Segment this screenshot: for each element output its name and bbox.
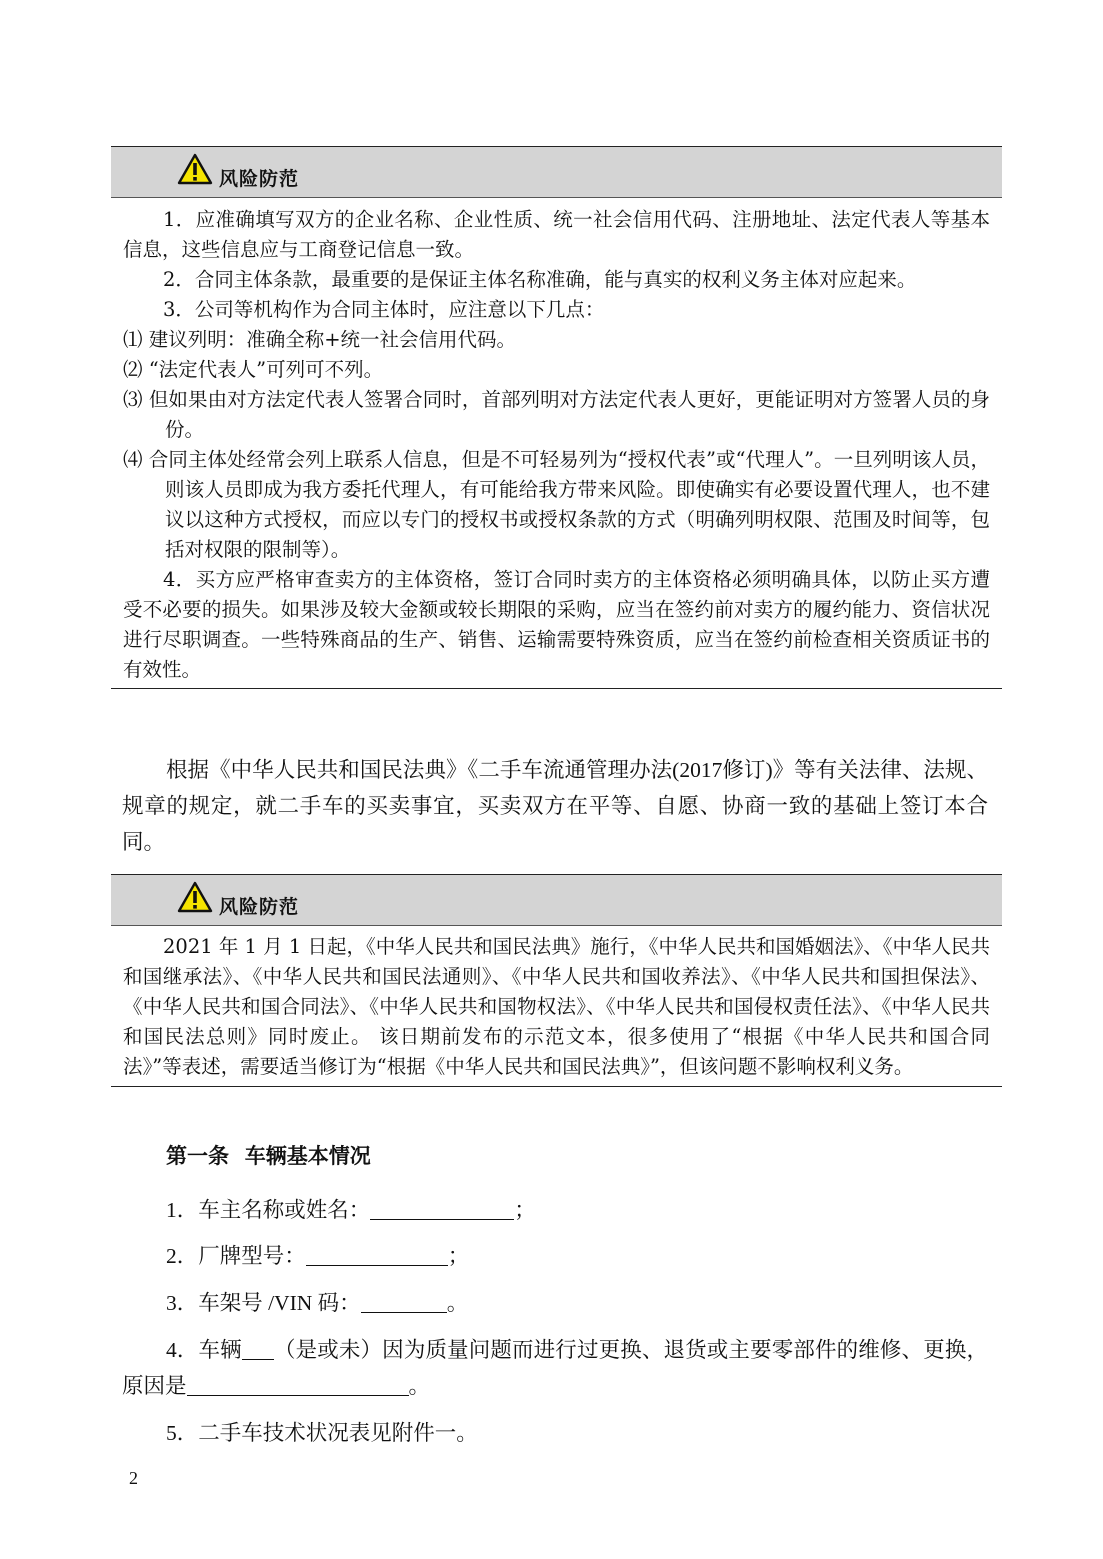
risk-sub-item-3: ⑶ 但如果由对方法定代表人签署合同时，首部列明对方法定代表人更好，更能证明对方签署人员的身份。	[123, 388, 990, 441]
field-tech-status: 5．二手车技术状况表见附件一。	[166, 1421, 478, 1445]
risk-box-2	[111, 874, 1002, 1087]
risk-box-body	[111, 926, 1002, 1086]
risk-box-header	[111, 874, 1002, 926]
vin-blank[interactable]	[361, 1288, 447, 1313]
field-owner-name	[122, 1192, 988, 1228]
field-label: 1．车主名称或姓名：	[166, 1198, 371, 1222]
risk-sub-item-1: ⑴ 建议列明：准确全称+统一社会信用代码。	[123, 328, 517, 351]
risk-item-4: 4．买方应严格审查卖方的主体资格，签订合同时卖方的主体资格必须明确具体，以防止买方遭受不必要的损失。如果涉及较大金额或较长期限的采购，应当在签约前对卖方的履约能力、资信状况进行尽职调查。一些特殊商品的生产、销售、运输需要特殊资质，应当在签约前检查相关资质证书的有效性。	[123, 568, 990, 681]
risk-box-1	[111, 146, 1002, 689]
article-title: 第一条 车辆基本情况	[166, 1144, 371, 1168]
field-quality-repair	[122, 1332, 988, 1404]
page-number: 2	[129, 1468, 138, 1488]
brand-model-blank[interactable]	[306, 1241, 448, 1266]
intro-paragraph: 根据《中华人民共和国民法典》《二手车流通管理办法(2017修订)》等有关法律、法规、规章的规定，就二手车的买卖事宜，买卖双方在平等、自愿、协商一致的基础上签订本合同。	[122, 758, 988, 854]
warning-icon	[177, 881, 213, 913]
risk-box-title: 风险防范	[219, 168, 300, 190]
field-label: 4．车辆	[166, 1338, 242, 1362]
field-text: （是或未）因为质量问题而进行过更换、退货或主要零部件的维修、更换，原因是	[122, 1338, 988, 1398]
field-brand-model	[122, 1238, 988, 1274]
field-vin	[122, 1285, 988, 1321]
warning-icon	[177, 153, 213, 185]
risk-sub-item-4: ⑷ 合同主体处经常会列上联系人信息，但是不可轻易列为“授权代表”或“代理人”。一旦列明该人员，则该人员即成为我方委托代理人，有可能给我方带来风险。即使确实有必要设置代理人，也不建议以这种方式授权，而应以专门的授权书或授权条款的方式（明确列明权限、范围及时间等，包括对权限的限制等）。	[123, 448, 990, 561]
risk-item-3: 3．公司等机构作为合同主体时，应注意以下几点：	[163, 298, 605, 321]
field-end: 。	[408, 1374, 431, 1398]
field-end: 。	[446, 1291, 469, 1315]
field-end: ；	[447, 1244, 470, 1268]
owner-name-blank[interactable]	[370, 1195, 514, 1220]
field-label: 3．车架号 /VIN 码：	[166, 1291, 361, 1315]
risk-sub-item-2: ⑵ “法定代表人”可列可不列。	[123, 358, 384, 381]
risk-item-1: 1．应准确填写双方的企业名称、企业性质、统一社会信用代码、注册地址、法定代表人等基本信息，这些信息应与工商登记信息一致。	[123, 208, 990, 261]
risk-box-header	[111, 146, 1002, 198]
field-end: ；	[514, 1198, 536, 1222]
risk-box-body	[111, 198, 1002, 688]
yes-no-blank[interactable]	[242, 1335, 274, 1360]
field-label: 2．厂牌型号：	[166, 1244, 306, 1268]
reason-blank[interactable]	[187, 1371, 409, 1396]
risk-note-text: 2021 年 1 月 1 日起，《中华人民共和国民法典》施行，《中华人民共和国婚姻法》、《中华人民共和国继承法》、《中华人民共和国民法通则》、《中华人民共和国收养法》、《中华人民共和国担保法》、《中华人民共和国合同法》、《中华人民共和国物权法》、《中华人民共和国侵权责任法》、《中华人民共和国民法总则》同时废止。 该日期前发布的示范文本，很多使用了“根据《中华人民共和国合同法》”等表述，需要适当修订为“根据《中华人民共和国民法典》”，但该问题不影响权利义务。	[123, 935, 990, 1078]
risk-item-2: 2．合同主体条款，最重要的是保证主体名称准确，能与真实的权利义务主体对应起来。	[163, 268, 917, 291]
risk-box-title: 风险防范	[219, 896, 300, 918]
